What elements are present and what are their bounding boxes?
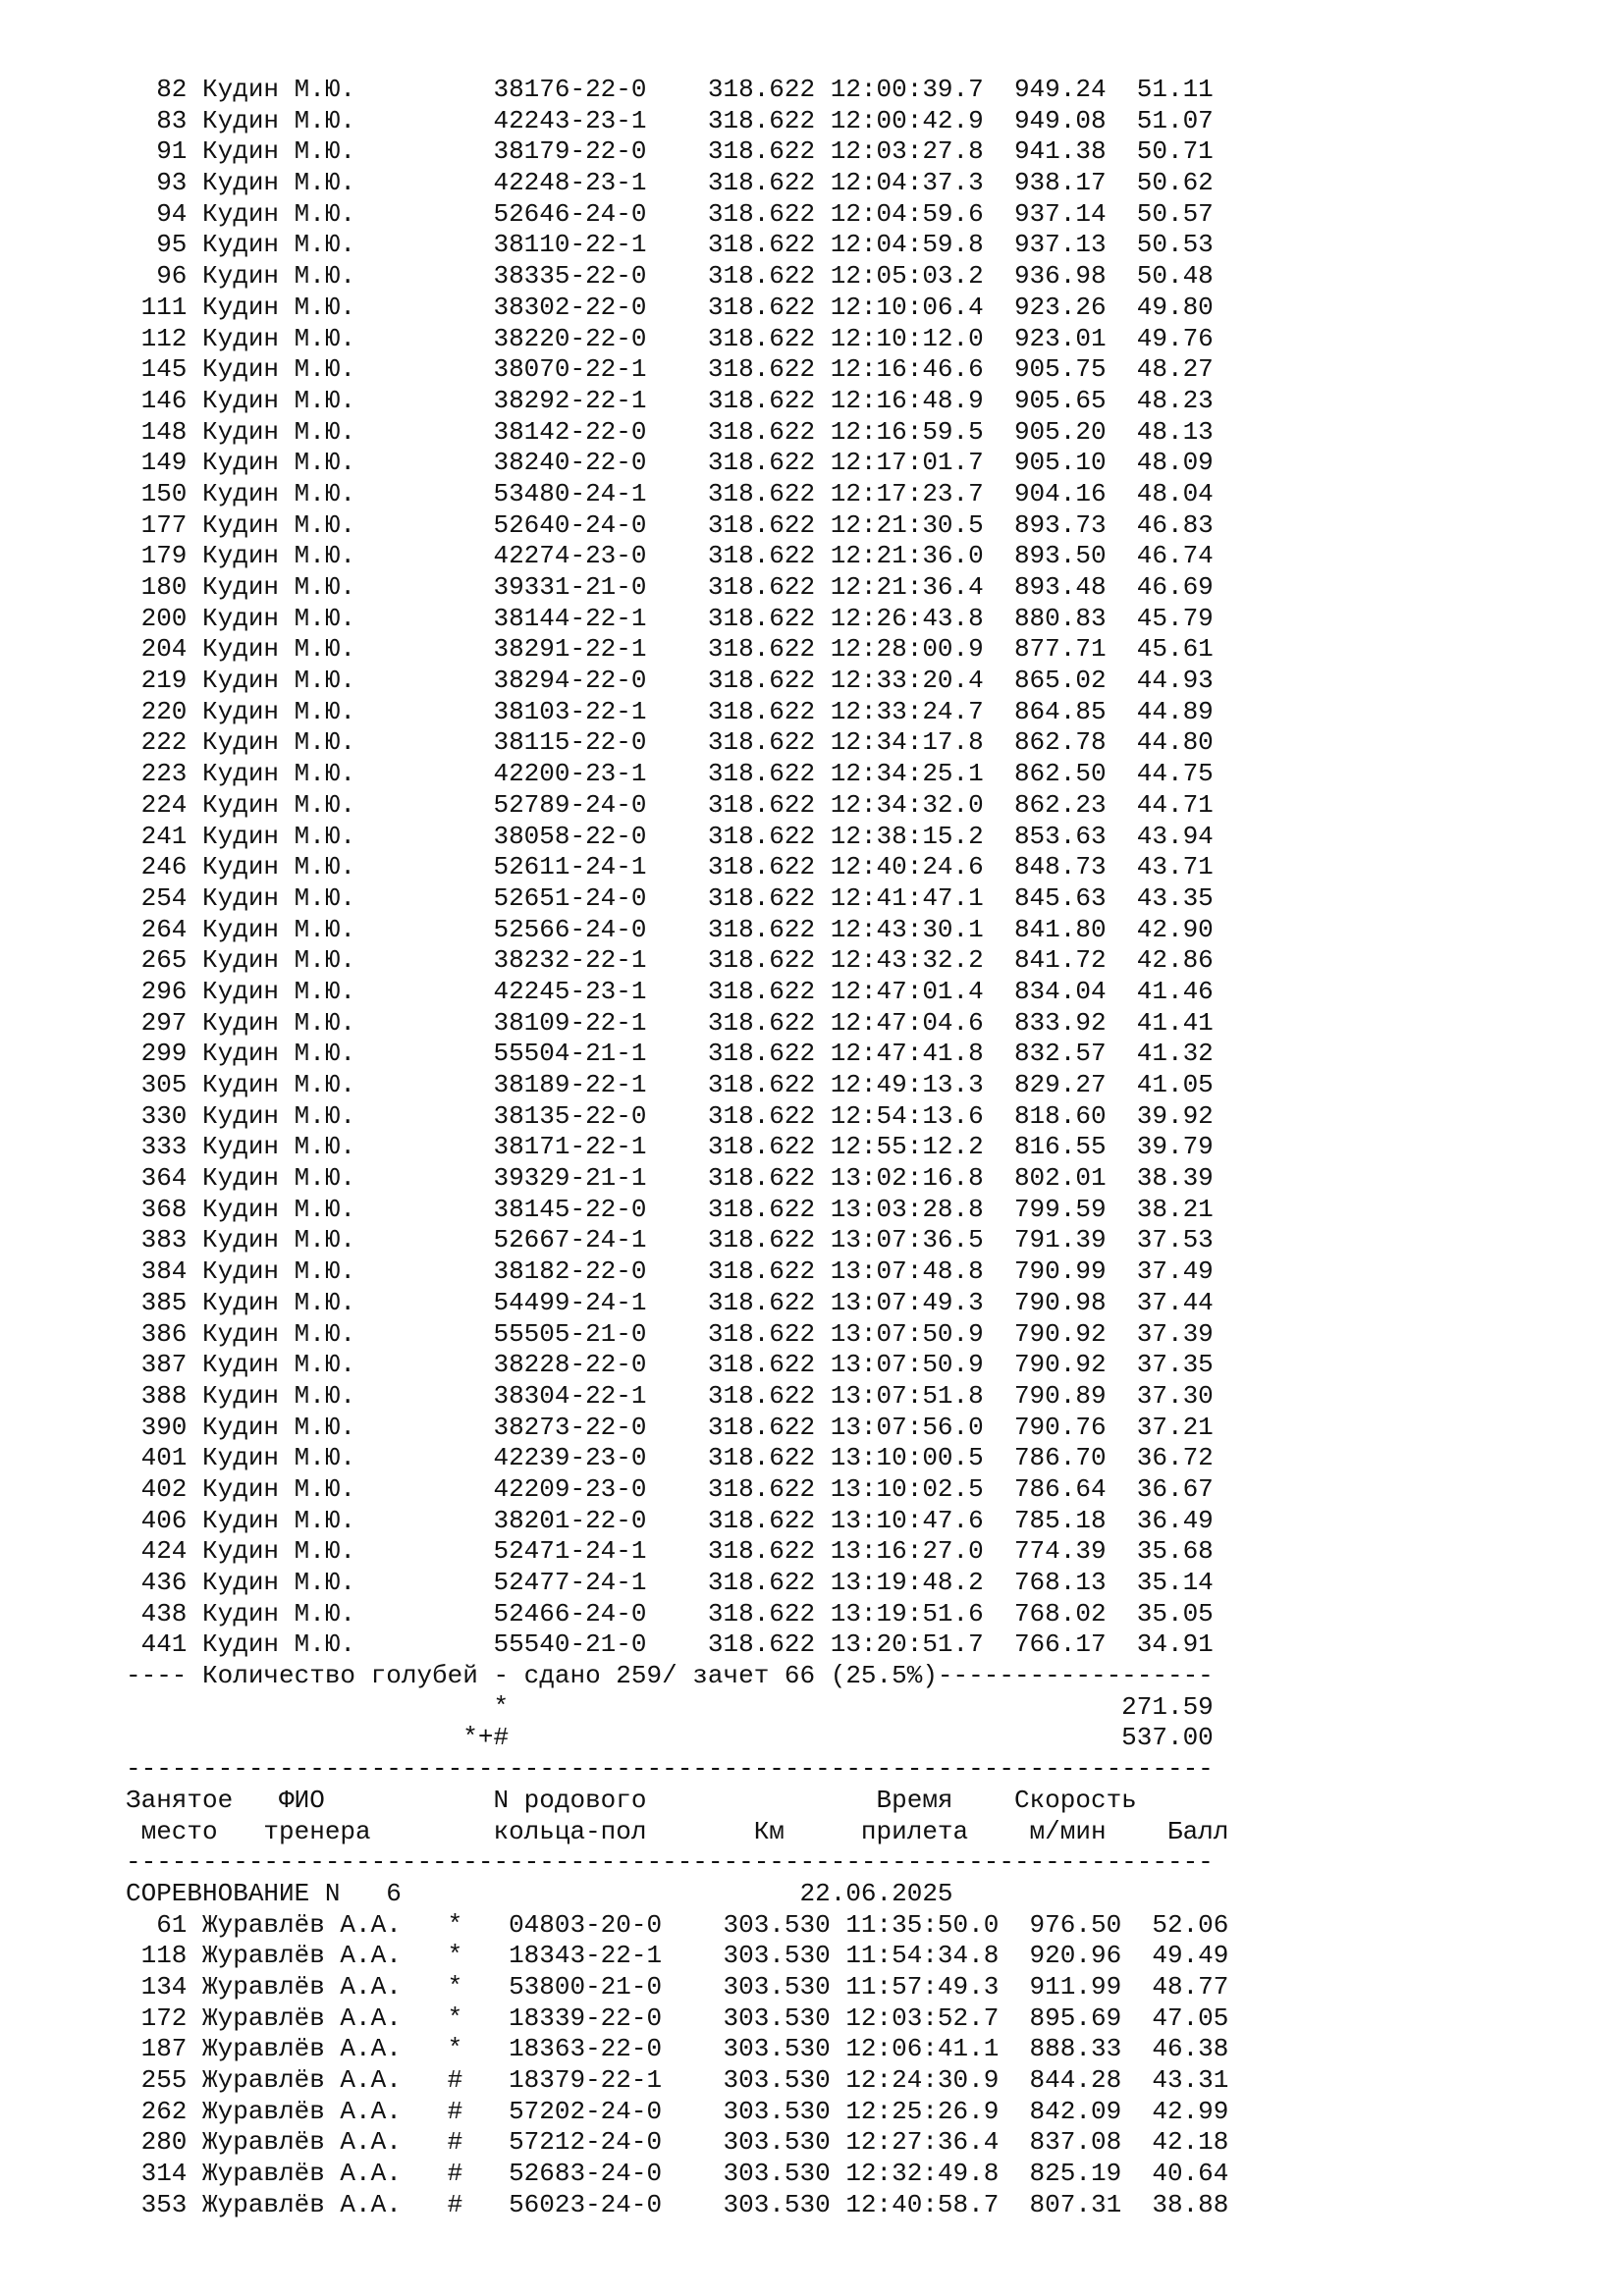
result-row: 401 Кудин М.Ю. 42239-23-0 318.622 13:10:00.5 786.70 36.72: [126, 1443, 1214, 1473]
result-row: 118 Журавлёв А.А. * 18343-22-1 303.530 11:54:34.8 920.96 49.49: [126, 1941, 1229, 1971]
result-row: 61 Журавлёв А.А. * 04803-20-0 303.530 11:35:50.0 976.50 52.06: [126, 1909, 1229, 1940]
result-row: 177 Кудин М.Ю. 52640-24-0 318.622 12:21:30.5 893.73 46.83: [126, 509, 1214, 540]
competition-title-line: СОРЕВНОВАНИЕ N 6 22.06.2025: [126, 1878, 953, 1908]
result-row: 145 Кудин М.Ю. 38070-22-1 318.622 12:16:46.6 905.75 48.27: [126, 354, 1214, 385]
result-row: 384 Кудин М.Ю. 38182-22-0 318.622 13:07:48.8 790.99 37.49: [126, 1256, 1214, 1287]
result-row: 179 Кудин М.Ю. 42274-23-0 318.622 12:21:36.0 893.50 46.74: [126, 541, 1214, 571]
result-row: 224 Кудин М.Ю. 52789-24-0 318.622 12:34:32.0 862.23 44.71: [126, 789, 1214, 820]
result-row: 264 Кудин М.Ю. 52566-24-0 318.622 12:43:30.1 841.80 42.90: [126, 914, 1214, 944]
result-row: 305 Кудин М.Ю. 38189-22-1 318.622 12:49:13.3 829.27 41.05: [126, 1070, 1214, 1099]
result-row: 296 Кудин М.Ю. 42245-23-1 318.622 12:47:01.4 834.04 41.46: [126, 976, 1214, 1006]
result-row: 436 Кудин М.Ю. 52477-24-1 318.622 13:19:48.2 768.13 35.14: [126, 1568, 1214, 1597]
result-row: 353 Журавлёв А.А. # 56023-24-0 303.530 12:40:58.7 807.31 38.88: [126, 2189, 1229, 2219]
result-row: 299 Кудин М.Ю. 55504-21-1 318.622 12:47:41.8 832.57 41.32: [126, 1039, 1214, 1069]
result-row: 402 Кудин М.Ю. 42209-23-0 318.622 13:10:02.5 786.64 36.67: [126, 1473, 1214, 1504]
result-row: 200 Кудин М.Ю. 38144-22-1 318.622 12:26:43.8 880.83 45.79: [126, 603, 1214, 633]
result-row: 262 Журавлёв А.А. # 57202-24-0 303.530 12:25:26.9 842.09 42.99: [126, 2096, 1229, 2126]
result-row: 406 Кудин М.Ю. 38201-22-0 318.622 13:10:47.6 785.18 36.49: [126, 1505, 1214, 1535]
result-row: 95 Кудин М.Ю. 38110-22-1 318.622 12:04:59.8 937.13 50.53: [126, 230, 1214, 260]
result-row: 223 Кудин М.Ю. 42200-23-1 318.622 12:34:25.1 862.50 44.75: [126, 759, 1214, 789]
result-row: 93 Кудин М.Ю. 42248-23-1 318.622 12:04:37.3 938.17 50.62: [126, 168, 1214, 198]
result-row: 187 Журавлёв А.А. * 18363-22-0 303.530 12:06:41.1 888.33 46.38: [126, 2034, 1229, 2064]
result-row: 388 Кудин М.Ю. 38304-22-1 318.622 13:07:51.8 790.89 37.30: [126, 1380, 1214, 1411]
result-row: 385 Кудин М.Ю. 54499-24-1 318.622 13:07:49.3 790.98 37.44: [126, 1287, 1214, 1317]
summary-count-line: ---- Количество голубей - сдано 259/ зачет 66 (25.5%)------------------: [126, 1661, 1214, 1691]
result-row: 219 Кудин М.Ю. 38294-22-0 318.622 12:33:20.4 865.02 44.93: [126, 666, 1214, 696]
result-row: 387 Кудин М.Ю. 38228-22-0 318.622 13:07:50.9 790.92 37.35: [126, 1350, 1214, 1380]
result-row: 94 Кудин М.Ю. 52646-24-0 318.622 12:04:59.6 937.14 50.57: [126, 198, 1214, 229]
result-row: 254 Кудин М.Ю. 52651-24-0 318.622 12:41:47.1 845.63 43.35: [126, 882, 1214, 913]
result-row: 368 Кудин М.Ю. 38145-22-0 318.622 13:03:28.8 799.59 38.21: [126, 1194, 1214, 1224]
result-row: 83 Кудин М.Ю. 42243-23-1 318.622 12:00:42.9 949.08 51.07: [126, 105, 1214, 135]
result-row: 150 Кудин М.Ю. 53480-24-1 318.622 12:17:23.7 904.16 48.04: [126, 478, 1214, 508]
result-row: 297 Кудин М.Ю. 38109-22-1 318.622 12:47:04.6 833.92 41.41: [126, 1007, 1214, 1038]
result-row: 96 Кудин М.Ю. 38335-22-0 318.622 12:05:03.2 936.98 50.48: [126, 261, 1214, 292]
result-row: 333 Кудин М.Ю. 38171-22-1 318.622 12:55:12.2 816.55 39.79: [126, 1132, 1214, 1162]
result-row: 255 Журавлёв А.А. # 18379-22-1 303.530 12:24:30.9 844.28 43.31: [126, 2065, 1229, 2095]
result-row: 280 Журавлёв А.А. # 57212-24-0 303.530 12:27:36.4 837.08 42.18: [126, 2127, 1229, 2158]
result-row: 149 Кудин М.Ю. 38240-22-0 318.622 12:17:01.7 905.10 48.09: [126, 448, 1214, 478]
column-header-line: место тренера кольца-пол Км прилета м/мин Балл: [126, 1816, 1229, 1846]
result-row: 364 Кудин М.Ю. 39329-21-1 318.622 13:02:16.8 802.01 38.39: [126, 1163, 1214, 1194]
column-header-line: Занятое ФИО N родового Время Скорость: [126, 1785, 1137, 1815]
result-row: 383 Кудин М.Ю. 52667-24-1 318.622 13:07:36.5 791.39 37.53: [126, 1225, 1214, 1255]
result-row: 246 Кудин М.Ю. 52611-24-1 318.622 12:40:24.6 848.73 43.71: [126, 852, 1214, 882]
result-row: 148 Кудин М.Ю. 38142-22-0 318.622 12:16:59.5 905.20 48.13: [126, 416, 1214, 447]
result-row: 438 Кудин М.Ю. 52466-24-0 318.622 13:19:51.6 768.02 35.05: [126, 1598, 1214, 1629]
result-row: 424 Кудин М.Ю. 52471-24-1 318.622 13:16:27.0 774.39 35.68: [126, 1536, 1214, 1567]
result-row: 222 Кудин М.Ю. 38115-22-0 318.622 12:34:17.8 862.78 44.80: [126, 727, 1214, 758]
result-row: 180 Кудин М.Ю. 39331-21-0 318.622 12:21:36.4 893.48 46.69: [126, 572, 1214, 602]
result-row: 265 Кудин М.Ю. 38232-22-1 318.622 12:43:32.2 841.72 42.86: [126, 945, 1214, 976]
divider-line: -----------------------------------------------------------------------: [126, 1754, 1214, 1785]
result-row: 314 Журавлёв А.А. # 52683-24-0 303.530 12:32:49.8 825.19 40.64: [126, 2159, 1229, 2189]
points-total-line: *+# 537.00: [126, 1723, 1214, 1753]
result-row: 390 Кудин М.Ю. 38273-22-0 318.622 13:07:56.0 790.76 37.21: [126, 1412, 1214, 1442]
result-row: 91 Кудин М.Ю. 38179-22-0 318.622 12:03:27.8 941.38 50.71: [126, 136, 1214, 167]
result-row: 172 Журавлёв А.А. * 18339-22-0 303.530 12:03:52.7 895.69 47.05: [126, 2002, 1229, 2033]
divider-line: -----------------------------------------------------------------------: [126, 1847, 1214, 1878]
result-row: 220 Кудин М.Ю. 38103-22-1 318.622 12:33:24.7 864.85 44.89: [126, 696, 1214, 726]
result-row: 386 Кудин М.Ю. 55505-21-0 318.622 13:07:50.9 790.92 37.39: [126, 1318, 1214, 1349]
result-row: 111 Кудин М.Ю. 38302-22-0 318.622 12:10:06.4 923.26 49.80: [126, 292, 1214, 322]
result-row: 204 Кудин М.Ю. 38291-22-1 318.622 12:28:00.9 877.71 45.61: [126, 634, 1214, 665]
result-row: 134 Журавлёв А.А. * 53800-21-0 303.530 11:57:49.3 911.99 48.77: [126, 1971, 1229, 2002]
result-row: 330 Кудин М.Ю. 38135-22-0 318.622 12:54:13.6 818.60 39.92: [126, 1100, 1214, 1131]
result-row: 146 Кудин М.Ю. 38292-22-1 318.622 12:16:48.9 905.65 48.23: [126, 385, 1214, 415]
result-row: 82 Кудин М.Ю. 38176-22-0 318.622 12:00:39.7 949.24 51.11: [126, 75, 1214, 104]
result-row: 112 Кудин М.Ю. 38220-22-0 318.622 12:10:12.0 923.01 49.76: [126, 323, 1214, 353]
result-row: 241 Кудин М.Ю. 38058-22-0 318.622 12:38:15.2 853.63 43.94: [126, 821, 1214, 851]
result-row: 441 Кудин М.Ю. 55540-21-0 318.622 13:20:51.7 766.17 34.91: [126, 1629, 1214, 1660]
points-total-line: * 271.59: [126, 1691, 1214, 1722]
results-printout: [126, 75, 1228, 2220]
